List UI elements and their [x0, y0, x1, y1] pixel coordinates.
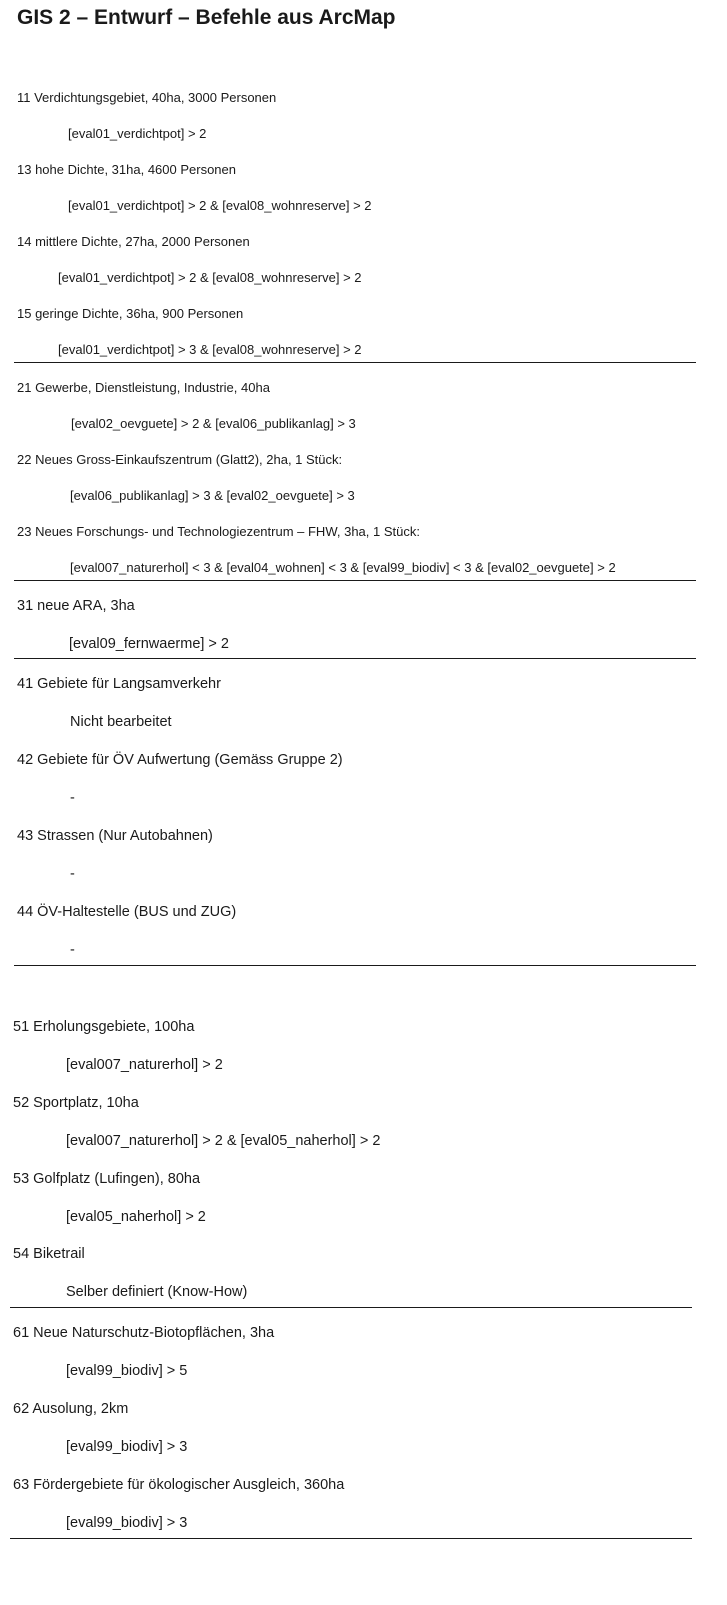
item-command: [eval02_oevguete] > 2 & [eval06_publikanlag] > 3	[71, 416, 356, 431]
item-heading: 21 Gewerbe, Dienstleistung, Industrie, 40ha	[17, 380, 270, 395]
item-command: [eval01_verdichtpot] > 2 & [eval08_wohnreserve] > 2	[68, 198, 372, 213]
item-heading: 52 Sportplatz, 10ha	[13, 1095, 139, 1111]
item-command: [eval99_biodiv] > 3	[66, 1515, 188, 1531]
item-heading: 63 Fördergebiete für ökologischer Ausgleich, 360ha	[13, 1477, 345, 1493]
item-command: [eval01_verdichtpot] > 2	[68, 126, 207, 141]
item-command: [eval01_verdichtpot] > 3 & [eval08_wohnreserve] > 2	[58, 342, 362, 357]
item-heading: 62 Ausolung, 2km	[13, 1401, 129, 1417]
item-heading: 11 Verdichtungsgebiet, 40ha, 3000 Personen	[17, 90, 277, 105]
item-command: [eval99_biodiv] > 3	[66, 1439, 188, 1455]
item-heading: 22 Neues Gross-Einkaufszentrum (Glatt2), 2ha, 1 Stück:	[17, 452, 343, 467]
item-command: Selber definiert (Know-How)	[66, 1284, 248, 1300]
item-command: [eval007_naturerhol] > 2 & [eval05_naherhol] > 2	[66, 1133, 381, 1149]
item-heading: 53 Golfplatz (Lufingen), 80ha	[13, 1171, 201, 1187]
section-divider	[14, 580, 696, 581]
item-command: [eval007_naturerhol] < 3 & [eval04_wohnen] < 3 & [eval99_biodiv] < 3 & [eval02_oevguete] > 2	[70, 560, 616, 575]
item-heading: 13 hohe Dichte, 31ha, 4600 Personen	[17, 162, 237, 177]
item-command: [eval007_naturerhol] > 2	[66, 1057, 223, 1073]
item-heading: 23 Neues Forschungs- und Technologiezentrum – FHW, 3ha, 1 Stück:	[17, 524, 420, 539]
item-heading: 31 neue ARA, 3ha	[17, 598, 135, 614]
item-heading: 41 Gebiete für Langsamverkehr	[17, 676, 221, 692]
item-heading: 42 Gebiete für ÖV Aufwertung (Gemäss Gruppe 2)	[17, 752, 343, 768]
item-command: [eval06_publikanlag] > 3 & [eval02_oevguete] > 3	[70, 488, 355, 503]
item-command: -	[70, 866, 75, 882]
document-title: GIS 2 – Entwurf – Befehle aus ArcMap	[17, 6, 396, 29]
item-heading: 43 Strassen (Nur Autobahnen)	[17, 828, 213, 844]
item-command: [eval99_biodiv] > 5	[66, 1363, 188, 1379]
item-command: [eval09_fernwaerme] > 2	[69, 636, 229, 652]
item-heading: 51 Erholungsgebiete, 100ha	[13, 1019, 195, 1035]
section-divider	[14, 658, 696, 659]
item-heading: 14 mittlere Dichte, 27ha, 2000 Personen	[17, 234, 250, 249]
item-heading: 15 geringe Dichte, 36ha, 900 Personen	[17, 306, 244, 321]
item-command: [eval01_verdichtpot] > 2 & [eval08_wohnreserve] > 2	[58, 270, 362, 285]
item-heading: 44 ÖV-Haltestelle (BUS und ZUG)	[17, 904, 237, 920]
section-divider	[10, 1307, 692, 1308]
item-heading: 54 Biketrail	[13, 1246, 85, 1262]
item-command: -	[70, 790, 75, 806]
item-command: -	[70, 942, 75, 958]
section-divider	[10, 1538, 692, 1539]
section-divider	[14, 362, 696, 363]
item-heading: 61 Neue Naturschutz-Biotopflächen, 3ha	[13, 1325, 275, 1341]
section-divider	[14, 965, 696, 966]
item-command: [eval05_naherhol] > 2	[66, 1209, 206, 1225]
item-command: Nicht bearbeitet	[70, 714, 172, 730]
